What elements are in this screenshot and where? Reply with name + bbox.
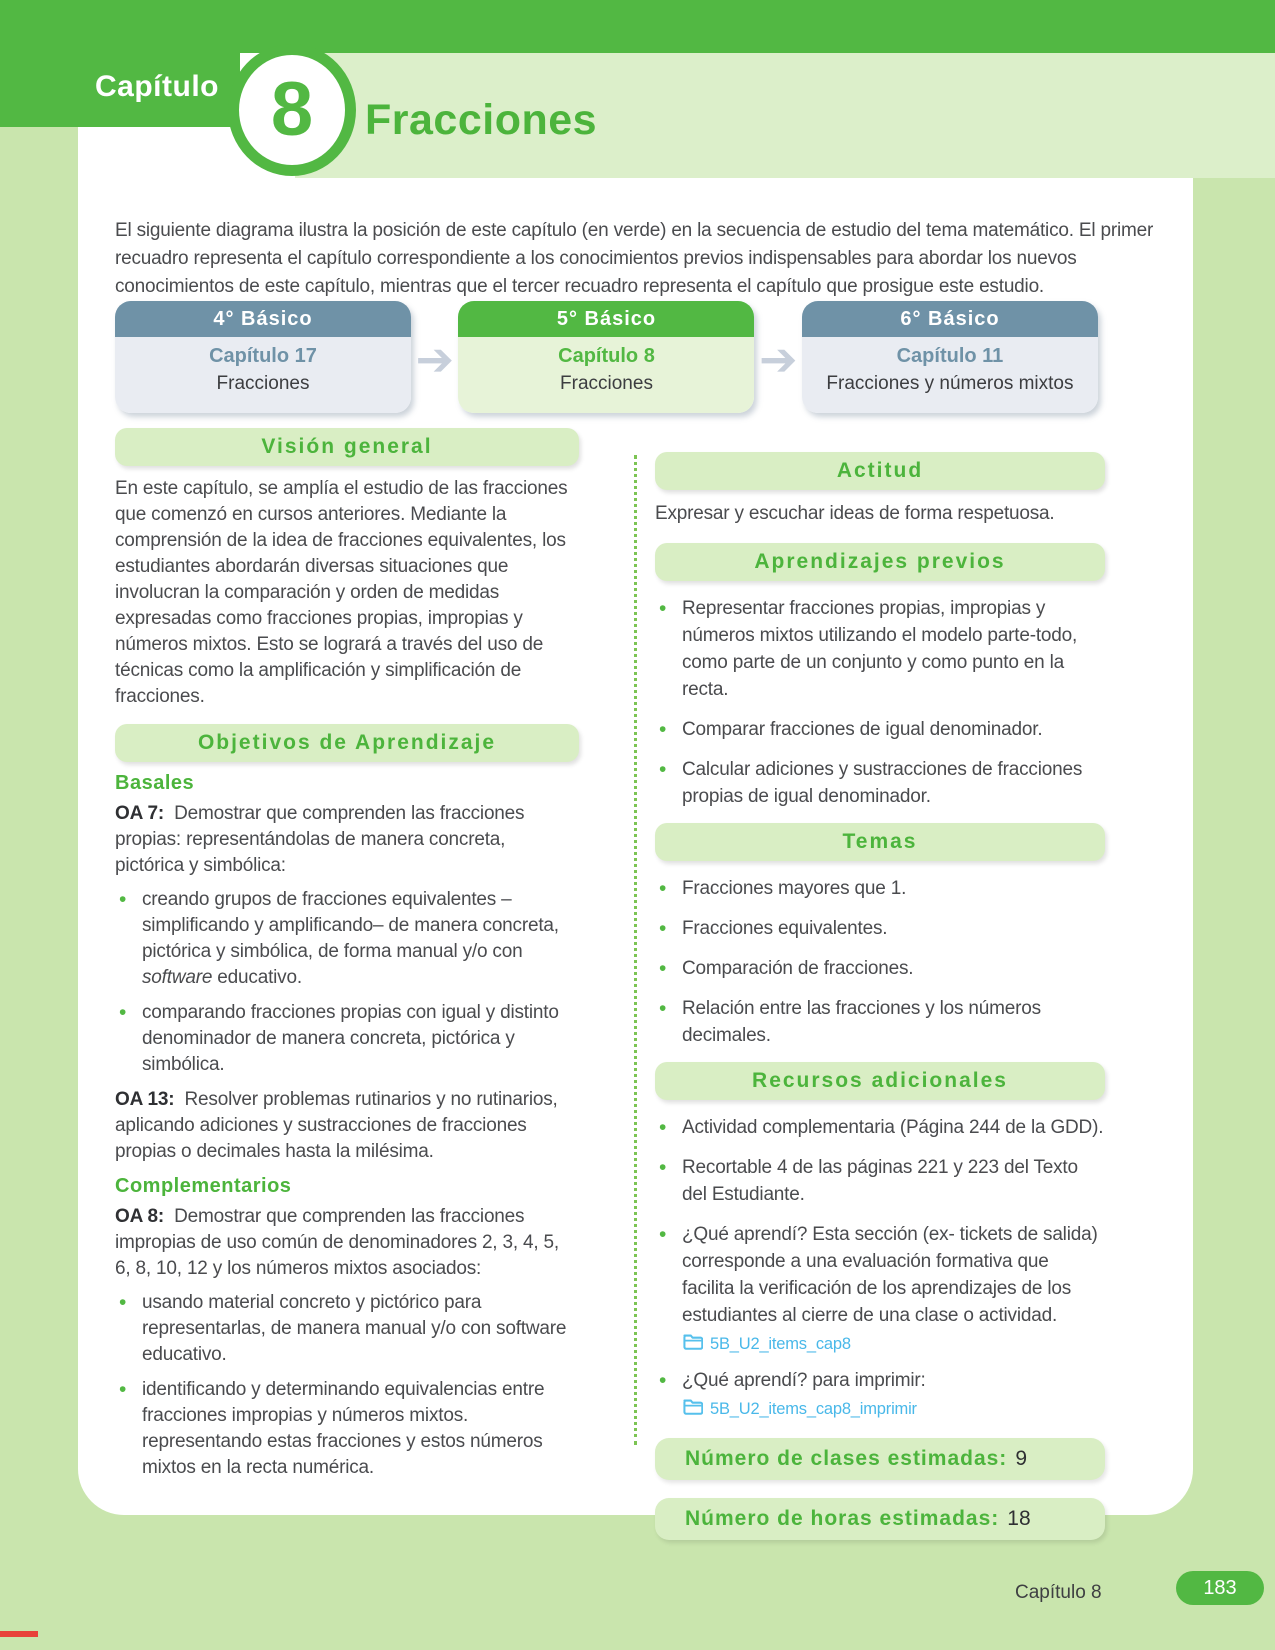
print-mark [0, 1631, 38, 1637]
resource-link-label: 5B_U2_items_cap8 [710, 1334, 851, 1353]
oa7-paragraph: OA 7: Demostrar que comprenden las fracciones propias: representándolas de manera concreta, pictórica y simbólica: [115, 803, 525, 876]
oa13-paragraph: OA 13: Resolver problemas rutinarios y no rutinarios, aplicando adiciones y sustracciones de fracciones propias o decimales hasta la milésima. [115, 1089, 558, 1162]
sequence-box-topic: Fracciones [216, 373, 310, 394]
folder-icon [682, 1333, 703, 1355]
chapter-number: 8 [270, 67, 314, 152]
list-item: • Representar fracciones propias, impropias y números mixtos utilizando el modelo parte-todo, como parte de un conjunto y como punto en la recta. [655, 595, 1105, 703]
list-item: • identificando y determinando equivalencias entre fracciones impropias y números mixtos. representando estas fracciones y estos números mixtos en la recta numérica. [115, 1377, 579, 1481]
sequence-box-chapter: Capítulo 17 [209, 345, 317, 367]
list-item: • comparando fracciones propias con igual y distinto denominador de manera concreta, pictórica y simbólica. [115, 1000, 579, 1078]
resource-link-items-cap8[interactable] [682, 1333, 1105, 1355]
oa7-label: OA 7: [115, 803, 164, 824]
list-item: • Fracciones equivalentes. [655, 915, 1105, 942]
right-column [655, 452, 1105, 1540]
footer-chapter-label: Capítulo 8 [1015, 1582, 1102, 1603]
sequence-box-chapter: Capítulo 8 [558, 345, 655, 367]
list-item: • Recortable 4 de las páginas 221 y 223 del Texto del Estudiante. [655, 1154, 1105, 1208]
section-title-temas: Temas [655, 823, 1105, 861]
list-item: • Actividad complementaria (Página 244 de la GDD). [655, 1114, 1105, 1141]
title-banner [295, 53, 1275, 178]
numero-horas-box [655, 1498, 1105, 1540]
page-number-badge: 183 [1176, 1571, 1264, 1605]
sequence-box-topic: Fracciones y números mixtos [826, 373, 1074, 394]
recursos-list-2 [655, 1367, 1105, 1394]
numero-horas-value: 18 [1007, 1507, 1031, 1530]
sequence-box-topic: Fracciones [560, 373, 653, 394]
list-item: • Calcular adiciones y sustracciones de fracciones propias de igual denominador. [655, 756, 1105, 810]
subheading-complementarios: Complementarios [115, 1175, 292, 1197]
list-item: • Relación entre las fracciones y los números decimales. [655, 995, 1105, 1049]
actitud-body: Expresar y escuchar ideas de forma respetuosa. [655, 503, 1055, 524]
header-band-block [0, 0, 240, 127]
resource-link-label: 5B_U2_items_cap8_imprimir [710, 1399, 917, 1418]
numero-horas-label: Número de horas estimadas: [685, 1507, 1000, 1530]
chapter-kicker: Capítulo [95, 70, 219, 103]
oa8-label: OA 8: [115, 1206, 164, 1227]
list-item: • Fracciones mayores que 1. [655, 875, 1105, 902]
temas-list [655, 875, 1105, 1049]
section-title-aprendizajes-previos: Aprendizajes previos [655, 543, 1105, 581]
list-item: • Comparación de fracciones. [655, 955, 1105, 982]
sequence-box-4basico [115, 301, 411, 413]
recursos-list [655, 1114, 1105, 1329]
column-divider [634, 455, 637, 1445]
sequence-box-grade: 6° Básico [802, 301, 1098, 337]
arrow-right-icon: ➔ [758, 332, 798, 386]
page-title: Fracciones [365, 96, 598, 144]
oa8-paragraph: OA 8: Demostrar que comprenden las fracciones impropias de uso común de denominadores 2, 3, 4, 5, 6, 8, 10, 12 y los números mixtos asociados: [115, 1206, 559, 1279]
sequence-box-5basico-current [458, 301, 754, 413]
section-title-actitud: Actitud [655, 452, 1105, 490]
section-title-objetivos: Objetivos de Aprendizaje [115, 724, 579, 762]
list-item: • usando material concreto y pictórico para representarlas, de manera manual y/o con software educativo. [115, 1290, 579, 1368]
chapter-number-badge [228, 44, 356, 176]
oa13-label: OA 13: [115, 1089, 175, 1110]
sequence-box-6basico [802, 301, 1098, 413]
numero-clases-label: Número de clases estimadas: [685, 1447, 1008, 1470]
oa7-bullet-list [115, 887, 579, 1078]
arrow-right-icon: ➔ [415, 332, 455, 386]
intro-paragraph: El siguiente diagrama ilustra la posición de este capítulo (en verde) en la secuencia de estudio del tema matemático. El primer recuadro representa el capítulo correspondiente a los conocimientos previos indispensables para abordar los nuevos conocimientos de este capítulo, mientras que el tercer recuadro representa el capítulo que prosigue este estudio. [115, 220, 1154, 297]
list-item: • ¿Qué aprendí? para imprimir: [655, 1367, 1105, 1394]
numero-clases-box [655, 1438, 1105, 1480]
oa8-bullet-list [115, 1290, 579, 1481]
numero-clases-value: 9 [1015, 1447, 1027, 1470]
vision-general-body: En este capítulo, se amplía el estudio de las fracciones que comenzó en cursos anteriores. Mediante la comprensión de la idea de fracciones equivalentes, los estudiantes abordarán diversas situaciones que involucran la comparación y orden de medidas expresadas como fracciones propias, impropias y números mixtos. Esto se logrará a través del uso de técnicas como la amplificación y simplificación de fracciones. [115, 478, 568, 707]
sequence-diagram [115, 301, 1098, 413]
sequence-box-grade: 4° Básico [115, 301, 411, 337]
list-item: • ¿Qué aprendí? Esta sección (ex- tickets de salida) corresponde a una evaluación formativa que facilita la verificación de los aprendizajes de los estudiantes al cierre de una clase o actividad. [655, 1221, 1105, 1329]
resource-link-items-cap8-imprimir[interactable] [682, 1398, 1105, 1420]
section-title-recursos-adicionales: Recursos adicionales [655, 1062, 1105, 1100]
sequence-box-chapter: Capítulo 11 [896, 345, 1004, 367]
list-item: • Comparar fracciones de igual denominador. [655, 716, 1105, 743]
sequence-box-grade: 5° Básico [458, 301, 754, 337]
list-item: • creando grupos de fracciones equivalentes –simplificando y amplificando– de manera concreta, pictórica y simbólica, de forma manual y/o con software educativo. [115, 887, 579, 991]
aprendizajes-list [655, 595, 1105, 810]
left-column [115, 428, 579, 1490]
section-title-vision-general: Visión general [115, 428, 579, 466]
folder-icon [682, 1398, 703, 1420]
subheading-basales: Basales [115, 772, 195, 794]
